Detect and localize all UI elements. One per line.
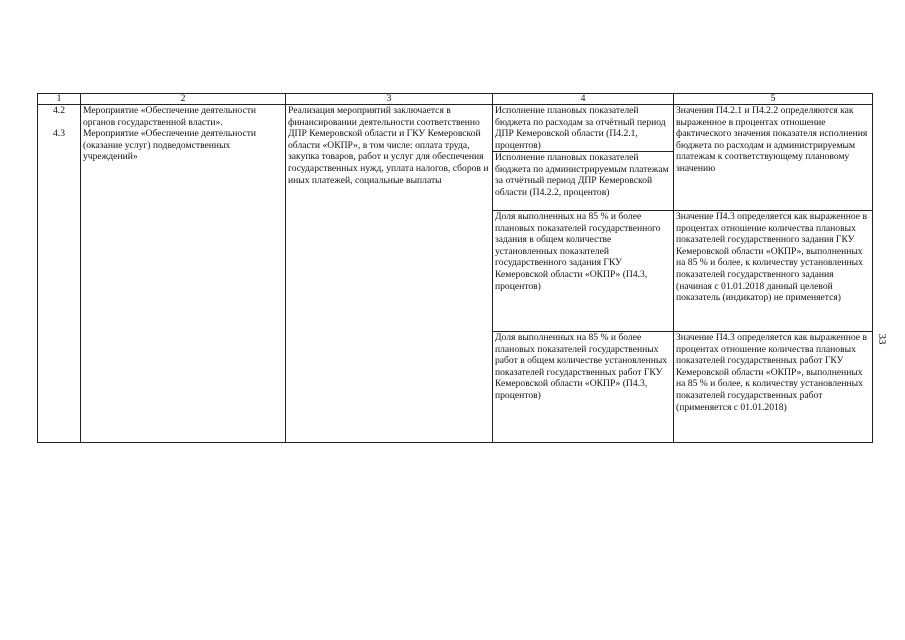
column-number-2: 2 xyxy=(81,94,286,105)
indicator-text: Доля выполненных на 85 % и более плановых показателей государственного задания в общем количестве установленных показателей государственного задания ГКУ Кемеровской области «ОКПР» (П4.3, процентов) xyxy=(493,211,674,332)
row-number: 4.2 xyxy=(53,105,65,116)
explanation-cell: Значение П4.3 определяется как выраженное в процентах отношение количества плановых показателей государственных работ ГКУ Кемеровской области «ОКПР», выполненных на 85 % и более, к количеству установленных показателей государственных работ (применяется с 01.01.2018) xyxy=(674,332,873,443)
indicator-text: Исполнение плановых показателей бюджета по администрируемым платежам за отчётный период ДПР Кемеровской области (П4.2.2, процентов) xyxy=(495,152,669,198)
explanation-cell: Значение П4.3 определяется как выраженное в процентах отношение количества плановых показателей государственного задания ГКУ Кемеровской области «ОКПР», выполненных на 85 % и более, к количеству установленных показателей государственного задания (начиная с 01.01.2018 данный целевой показатель (индикатор) не применяется) xyxy=(674,211,873,332)
row-number: 4.3 xyxy=(53,128,65,139)
indicators-table xyxy=(37,93,873,443)
indicator-cell-4-2 xyxy=(493,105,674,211)
measures-cell xyxy=(81,105,286,443)
explanation-cell: Значения П4.2.1 и П4.2.2 определяются как выраженное в процентах отношение фактического значения показателя исполнения бюджета по расходам и администрируемым платежам к соответствующему плановому значению xyxy=(674,105,873,211)
column-number-3: 3 xyxy=(286,94,493,105)
measure-text: Мероприятие «Обеспечение деятельности (оказание услуг) подведомственных учреждений» xyxy=(83,128,257,163)
column-number-4: 4 xyxy=(493,94,674,105)
table-row xyxy=(38,105,873,211)
table-header-row xyxy=(38,94,873,105)
row-numbers-cell xyxy=(38,105,81,443)
column-number-5: 5 xyxy=(674,94,873,105)
column-number-1: 1 xyxy=(38,94,81,105)
measure-text: Мероприятие «Обеспечение деятельности органов государственной власти». xyxy=(83,105,257,128)
indicator-text: Исполнение плановых показателей бюджета по расходам за отчётный период ДПР Кемеровской области (П4.2.1, процентов) xyxy=(493,105,673,152)
page-number: 33 xyxy=(876,333,888,345)
description-cell: Реализация мероприятий заключается в финансировании деятельности соответственно ДПР Кемеровской области и ГКУ Кемеровской области «ОКПР», в том числе: оплата труда, закупка товаров, работ и услуг для обеспечения государственных нужд, уплата налогов, сборов и иных платежей, социальные выплаты xyxy=(286,105,493,443)
indicator-text: Доля выполненных на 85 % и более плановых показателей государственных работ в общем количестве установленных показателей государственных работ ГКУ Кемеровской области «ОКПР» (П4.3, процентов) xyxy=(493,332,674,443)
